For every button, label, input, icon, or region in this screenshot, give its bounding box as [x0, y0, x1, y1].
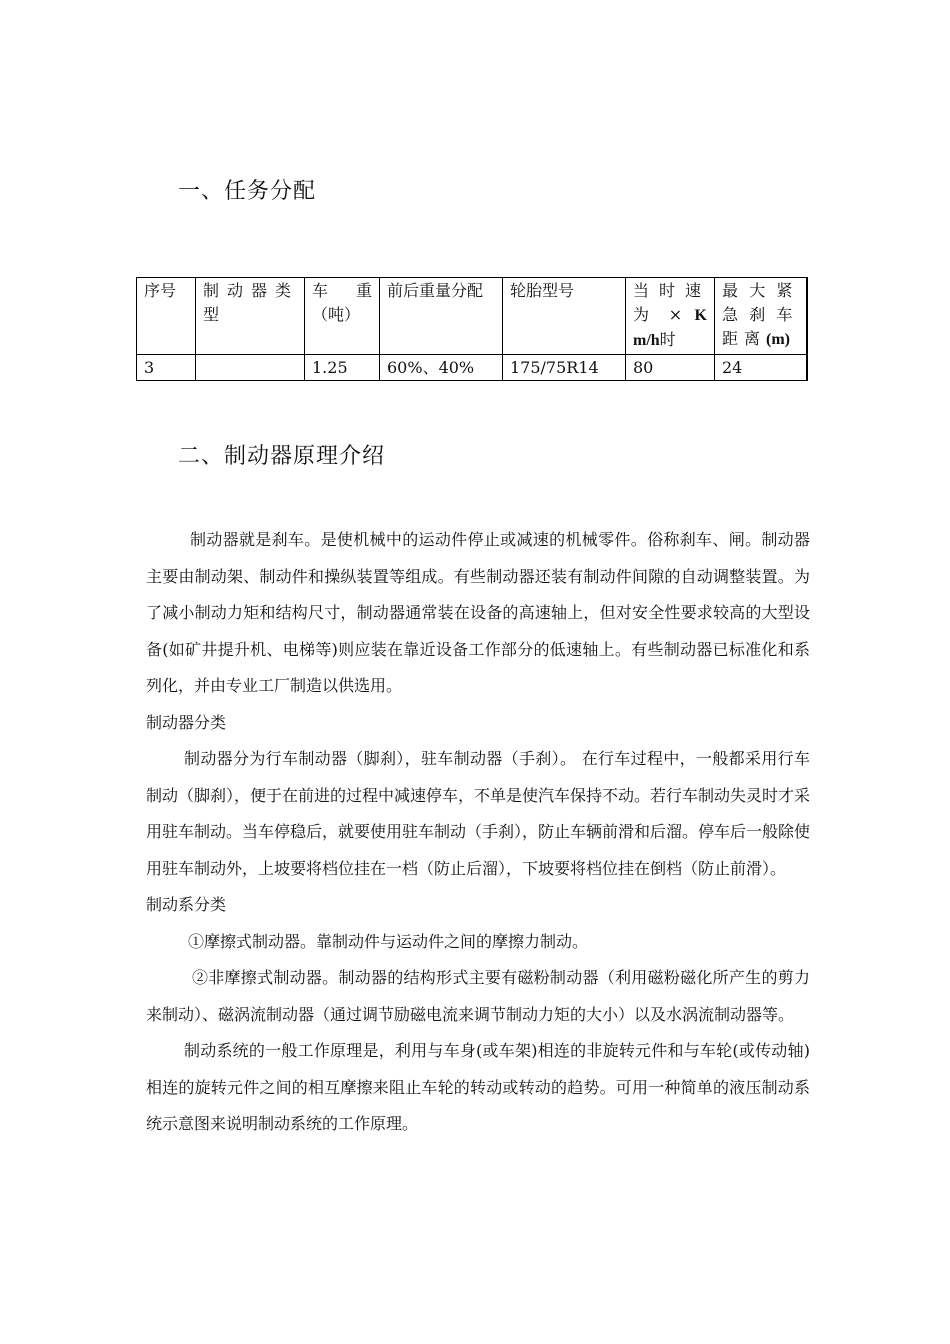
cell-weight: 1.25 — [305, 355, 380, 381]
cell-index: 3 — [137, 355, 196, 381]
paragraph-working-principle: 制动系统的一般工作原理是，利用与车身(或车架)相连的非旋转元件和与车轮(或传动轴)相连的旋转元件之间的相互摩擦来阻止车轮的转动或转动的趋势。可用一种简单的液压制动系统示意图来说明制动系统的工作原理。 — [146, 1041, 810, 1133]
body-content — [146, 522, 810, 1143]
header-speed-suffix: 时 — [659, 330, 676, 349]
paragraph-brake-definition: 制动器就是刹车。是使机械中的运动件停止或减速的机械零件。俗称刹车、闸。制动器主要由制动架、制动件和操纵装置等组成。有些制动器还装有制动件间隙的自动调整装置。为了减小制动力矩和结构尺寸，制动器通常装在设备的高速轴上，但对安全性要求较高的大型设备(如矿井提升机、电梯等)则应装在靠近设备工作部分的低速轴上。有些制动器已标准化和系列化，并由专业工厂制造以供选用。 — [146, 530, 810, 695]
header-max-brake-distance — [715, 278, 807, 355]
table-row — [137, 355, 807, 381]
header-speed-unit: Km/h — [633, 307, 707, 349]
section-heading-task-assignment: 一、任务分配 — [178, 179, 317, 204]
header-weight: 车 重（吨） — [305, 278, 380, 355]
header-distance-text: 最大紧急刹车距离 — [722, 281, 799, 348]
table-header-row — [137, 278, 807, 355]
cell-tire-model: 175/75R14 — [503, 355, 626, 381]
list-item-non-friction-brake: ②非摩擦式制动器。制动器的结构形式主要有磁粉制动器（利用磁粉磁化所产生的剪力来制动）、磁涡流制动器（通过调节励磁电流来调节制动力矩的大小）以及水涡流制动器等。 — [146, 968, 810, 1024]
subheading-brake-system-classification: 制动系分类 — [146, 895, 227, 914]
header-speed — [626, 278, 715, 355]
header-tire-model: 轮胎型号 — [503, 278, 626, 355]
header-weight-distribution: 前后重量分配 — [380, 278, 503, 355]
list-item-friction-brake: ①摩擦式制动器。靠制动件与运动件之间的摩擦力制动。 — [188, 931, 589, 951]
header-speed-text: 当时速为 × — [633, 281, 707, 324]
header-index: 序号 — [137, 278, 196, 355]
paragraph-brake-types: 制动器分为行车制动器（脚刹），驻车制动器（手刹）。 在行车过程中，一般都采用行车制动（脚刹），便于在前进的过程中减速停车，不单是使汽车保持不动。若行车制动失灵时才采用驻车制动。当车停稳后，就要使用驻车制动（手刹），防止车辆前滑和后溜。停车后一般除使用驻车制动外，上坡要将档位挂在一档（防止后溜），下坡要将档位挂在倒档（防止前滑）。 — [146, 749, 811, 878]
section-heading-brake-principle: 二、制动器原理介绍 — [178, 444, 386, 469]
cell-weight-distribution: 60%、40% — [380, 355, 503, 381]
subheading-brake-classification: 制动器分类 — [146, 712, 227, 732]
task-assignment-table — [136, 277, 808, 381]
cell-max-brake-distance: 24 — [715, 355, 807, 381]
header-brake-type: 制动器类型 — [196, 278, 305, 355]
header-distance-unit: (m) — [766, 331, 790, 348]
cell-speed: 80 — [626, 355, 715, 381]
cell-brake-type — [196, 355, 305, 381]
